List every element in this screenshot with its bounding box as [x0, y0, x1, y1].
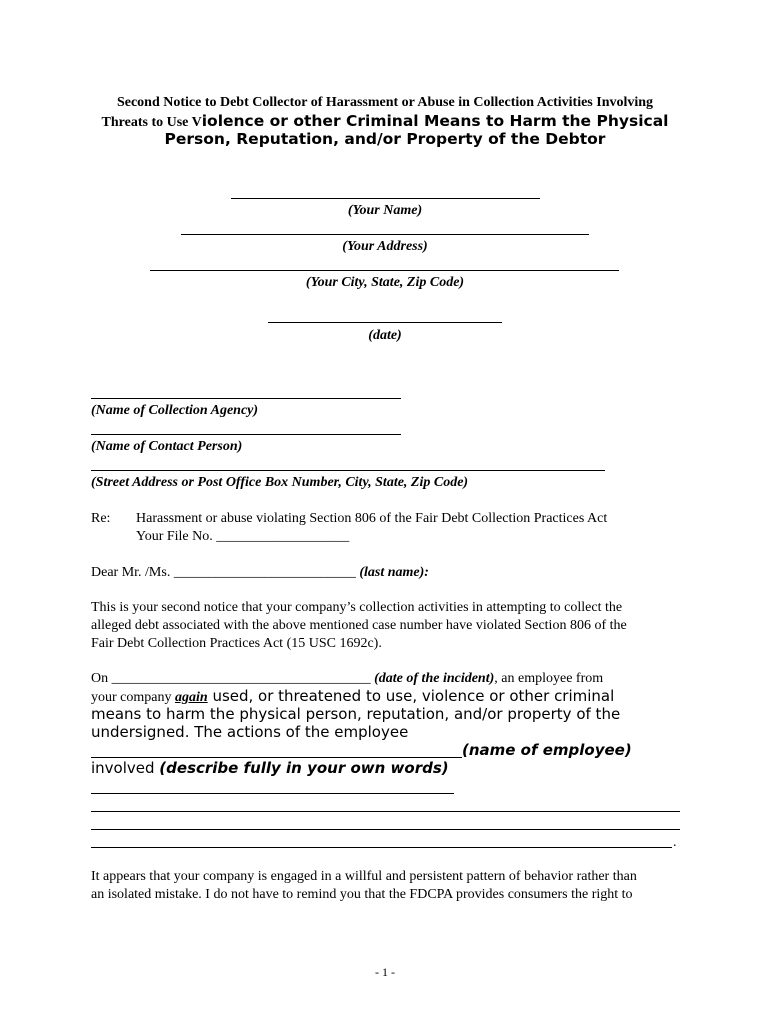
para2-line-6 — [91, 758, 449, 778]
para1-line-2: alleged debt associated with the above mentioned case number have violated Section 806 of the — [91, 618, 627, 633]
re-label: Re: — [91, 511, 111, 526]
title-line-2-sans: iolence or other Criminal Means to Harm the Physical — [201, 112, 669, 130]
describe-line-3 — [91, 829, 680, 830]
salutation-suffix: (last name): — [359, 565, 429, 580]
your-name-line — [231, 198, 540, 199]
describe-line-1 — [91, 793, 454, 794]
your-address-line — [181, 234, 589, 235]
employee-name-label: (name of employee) — [462, 741, 632, 759]
involved-text: involved — [91, 759, 160, 777]
your-city-line — [150, 270, 619, 271]
street-line — [91, 470, 605, 471]
para2-line-1-prefix: On _____________________________________ — [91, 671, 375, 686]
para2-line-2-sans: used, or threatened to use, violence or other criminal — [207, 687, 615, 705]
para2-line-4: undersigned. The actions of the employee — [91, 723, 409, 741]
contact-label: (Name of Contact Person) — [91, 439, 243, 454]
para1-line-1: This is your second notice that your company’s collection activities in attempting to collect the — [91, 600, 623, 615]
para2-line-1-suffix: , an employee from — [494, 671, 604, 686]
salutation — [91, 564, 429, 582]
title-line-2-serif: Threats to Use V — [101, 115, 202, 130]
para2-line-2-prefix: your company — [91, 690, 175, 705]
para3-line-1: It appears that your company is engaged in a willful and persistent pattern of behavior rather than — [91, 869, 637, 884]
incident-date-label: (date of the incident) — [374, 671, 495, 686]
date-line — [268, 322, 502, 323]
date-label: (date) — [368, 328, 402, 343]
describe-label: (describe fully in your own words) — [159, 759, 449, 777]
your-address-label: (Your Address) — [342, 239, 428, 254]
your-name-label: (Your Name) — [347, 203, 423, 218]
para1-line-3: Fair Debt Collection Practices Act (15 USC 1692c). — [91, 636, 382, 651]
contact-line — [91, 434, 401, 435]
para2-line-3: means to harm the physical person, reputation, and/or property of the — [91, 705, 621, 723]
describe-line-2 — [91, 811, 680, 812]
title-line-3: Person, Reputation, and/or Property of the Debtor — [164, 130, 606, 148]
your-city-label: (Your City, State, Zip Code) — [305, 275, 465, 290]
para3-line-2: an isolated mistake. I do not have to remind you that the FDCPA provides consumers the right to — [91, 887, 633, 902]
agency-label: (Name of Collection Agency) — [91, 403, 259, 418]
re-line-2: Your File No. ___________________ — [136, 529, 350, 544]
street-label: (Street Address or Post Office Box Number, City, State, Zip Code) — [91, 475, 469, 490]
again-emphasis: again — [174, 690, 208, 705]
salutation-prefix: Dear Mr. /Ms. __________________________ — [91, 565, 360, 580]
re-line-1: Harassment or abuse violating Section 806 of the Fair Debt Collection Practices Act — [136, 511, 608, 526]
describe-line-4 — [91, 847, 672, 848]
agency-line — [91, 398, 401, 399]
page-number: - 1 - — [375, 965, 395, 979]
describe-end-period: . — [673, 835, 677, 850]
title-line-1: Second Notice to Debt Collector of Harassment or Abuse in Collection Activities Involving — [116, 95, 654, 110]
